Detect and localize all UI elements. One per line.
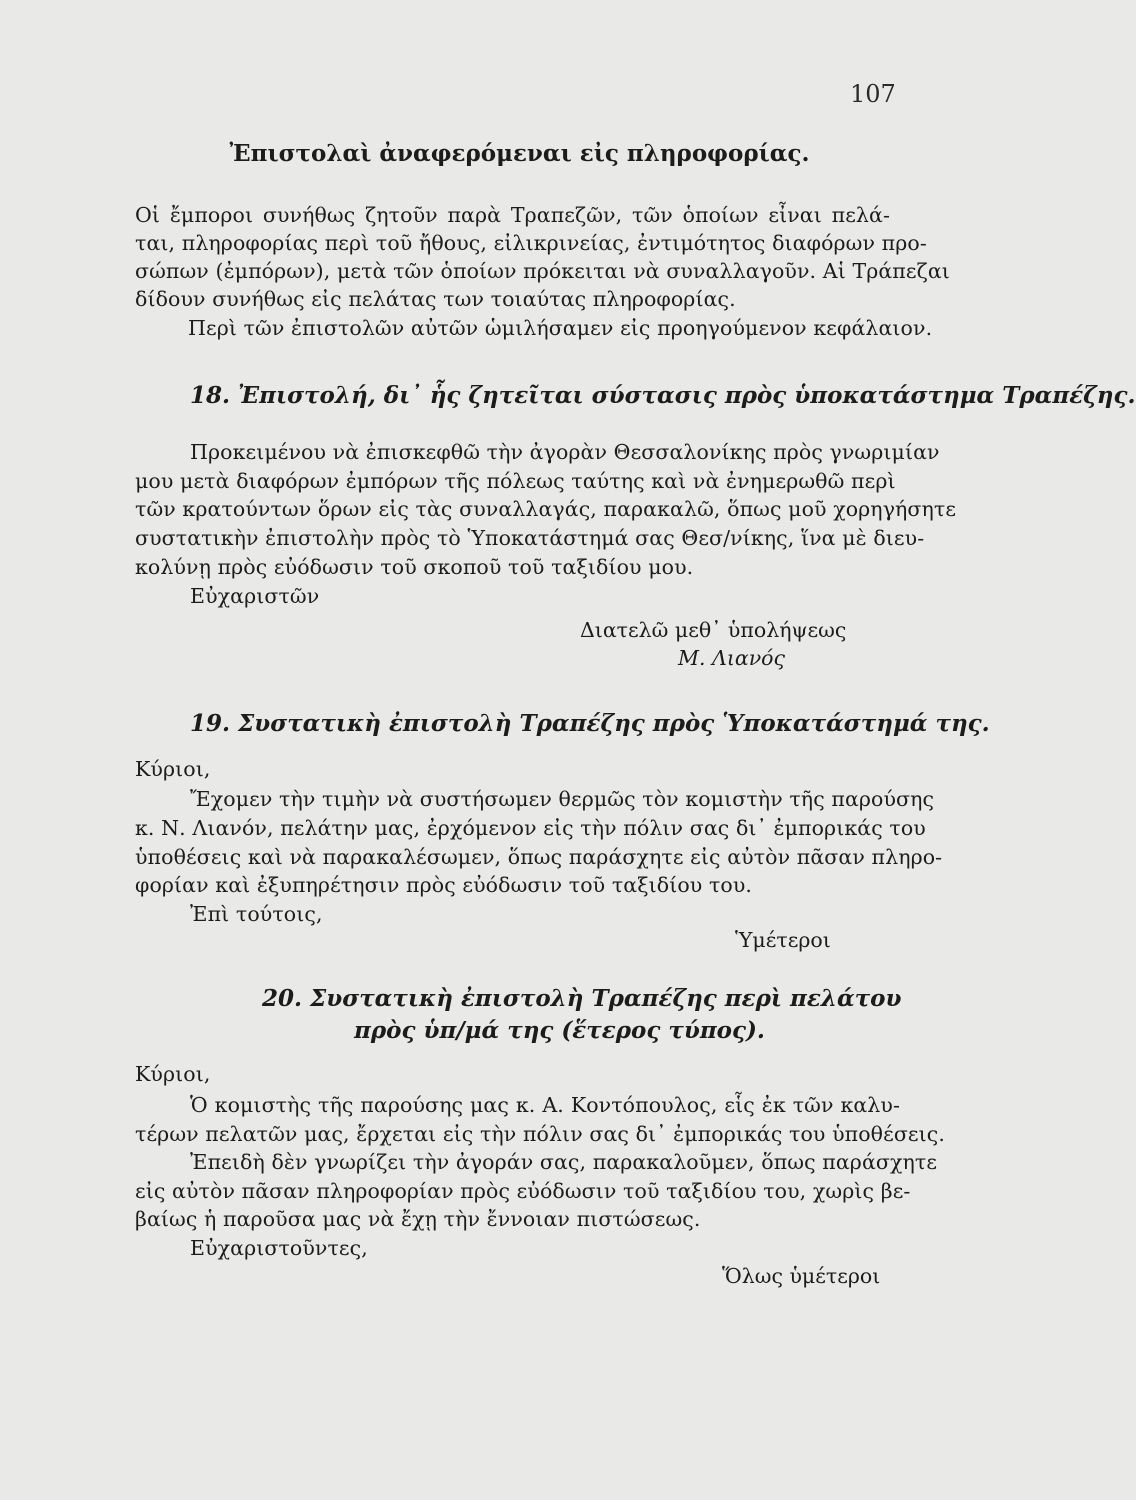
letter-19-salutation: Κύριοι, xyxy=(135,757,211,781)
paragraph-line: δίδουν συνήθως εἰς πελάτας των τοιαύτας πληροφορίας. xyxy=(135,287,736,311)
letter-19-heading: 19. Συστατικὴ ἐπιστολὴ Τραπέζης πρὸς Ὑποκατάστημά της. xyxy=(190,710,990,737)
paragraph-line: Περὶ τῶν ἐπιστολῶν αὐτῶν ὡμιλήσαμεν εἰς προηγούμενον κεφάλαιον. xyxy=(188,316,933,340)
letter-18-line: μου μετὰ διαφόρων ἐμπόρων τῆς πόλεως ταύτης καὶ νὰ ἐνημερωθῶ περὶ xyxy=(135,469,896,493)
letter-20-heading: 20. Συστατικὴ ἐπιστολὴ Τραπέζης περὶ πελάτου xyxy=(262,985,902,1012)
letter-18-closing: Διατελῶ μεθ᾿ ὑπολήψεως xyxy=(580,618,847,642)
page-number: 107 xyxy=(850,80,896,108)
letter-20-salutation: Κύριοι, xyxy=(135,1062,211,1086)
letter-18-signature: Μ. Λιανός xyxy=(678,646,785,670)
paragraph-line: σώπων (ἐμπόρων), μετὰ τῶν ὁποίων πρόκειται νὰ συναλλαγοῦν. Αἱ Τράπεζαι xyxy=(135,259,950,283)
paragraph-line: Οἱ ἔμποροι συνήθως ζητοῦν παρὰ Τραπεζῶν, τῶν ὁποίων εἶναι πελά- xyxy=(135,203,890,227)
letter-18-line: τῶν κρατούντων ὅρων εἰς τὰς συναλλαγάς, παρακαλῶ, ὅπως μοῦ χορηγήσητε xyxy=(135,497,957,521)
letter-20-signature: Ὅλως ὑμέτεροι xyxy=(722,1264,881,1288)
letter-20-line: βαίως ἡ παροῦσα μας νὰ ἔχῃ τὴν ἔννοιαν πιστώσεως. xyxy=(135,1207,701,1231)
letter-20-line: εἰς αὐτὸν πᾶσαν πληροφορίαν πρὸς εὐόδωσιν τοῦ ταξιδίου του, χωρὶς βε- xyxy=(135,1179,911,1203)
letter-19-closing-phrase: Ἐπὶ τούτοις, xyxy=(190,902,323,926)
letter-18-line: κολύνῃ πρὸς εὐόδωσιν τοῦ σκοποῦ τοῦ ταξιδίου μου. xyxy=(135,555,694,579)
section-title: Ἐπιστολαὶ ἀναφερόμεναι εἰς πληροφορίας. xyxy=(229,140,810,167)
letter-20-thanks: Εὐχαριστοῦντες, xyxy=(190,1236,368,1260)
letter-18-line: συστατικὴν ἐπιστολὴν πρὸς τὸ Ὑποκατάστημά σας Θεσ/νίκης, ἵνα μὲ διευ- xyxy=(135,526,925,550)
letter-19-line: Ἔχομεν τὴν τιμὴν νὰ συστήσωμεν θερμῶς τὸν κομιστὴν τῆς παρούσης xyxy=(190,787,935,811)
letter-19-line: φορίαν καὶ ἐξυπηρέτησιν πρὸς εὐόδωσιν τοῦ ταξιδίου του. xyxy=(135,873,753,897)
letter-19-line: ὑποθέσεις καὶ νὰ παρακαλέσωμεν, ὅπως παράσχητε εἰς αὐτὸν πᾶσαν πληρο- xyxy=(135,845,943,869)
letter-18-line: Προκειμένου νὰ ἐπισκεφθῶ τὴν ἀγορὰν Θεσσαλονίκης πρὸς γνωριμίαν xyxy=(190,440,940,464)
letter-20-heading-subtitle: πρὸς ὑπ/μά της (ἕτερος τύπος). xyxy=(354,1017,765,1044)
letter-18-heading: 18. Ἐπιστολή, δι᾿ ἧς ζητεῖται σύστασις πρὸς ὑποκατάστημα Τραπέζης. xyxy=(190,382,1136,409)
letter-19-line: κ. Ν. Λιανόν, πελάτην μας, ἐρχόμενον εἰς τὴν πόλιν σας δι᾿ ἐμπορικάς του xyxy=(135,816,926,840)
letter-20-line: Ἐπειδὴ δὲν γνωρίζει τὴν ἀγοράν σας, παρακαλοῦμεν, ὅπως παράσχητε xyxy=(190,1150,938,1174)
paragraph-line: ται, πληροφορίας περὶ τοῦ ἤθους, εἰλικρινείας, ἐντιμότητος διαφόρων προ- xyxy=(135,231,927,255)
letter-20-line: Ὁ κομιστὴς τῆς παρούσης μας κ. Α. Κοντόπουλος, εἷς ἐκ τῶν καλυ- xyxy=(190,1093,900,1117)
letter-18-thanks: Εὐχαριστῶν xyxy=(190,584,320,608)
letter-19-signature: Ὑμέτεροι xyxy=(735,928,831,952)
letter-20-line: τέρων πελατῶν μας, ἔρχεται εἰς τὴν πόλιν σας δι᾿ ἐμπορικάς του ὑποθέσεις. xyxy=(135,1122,945,1146)
